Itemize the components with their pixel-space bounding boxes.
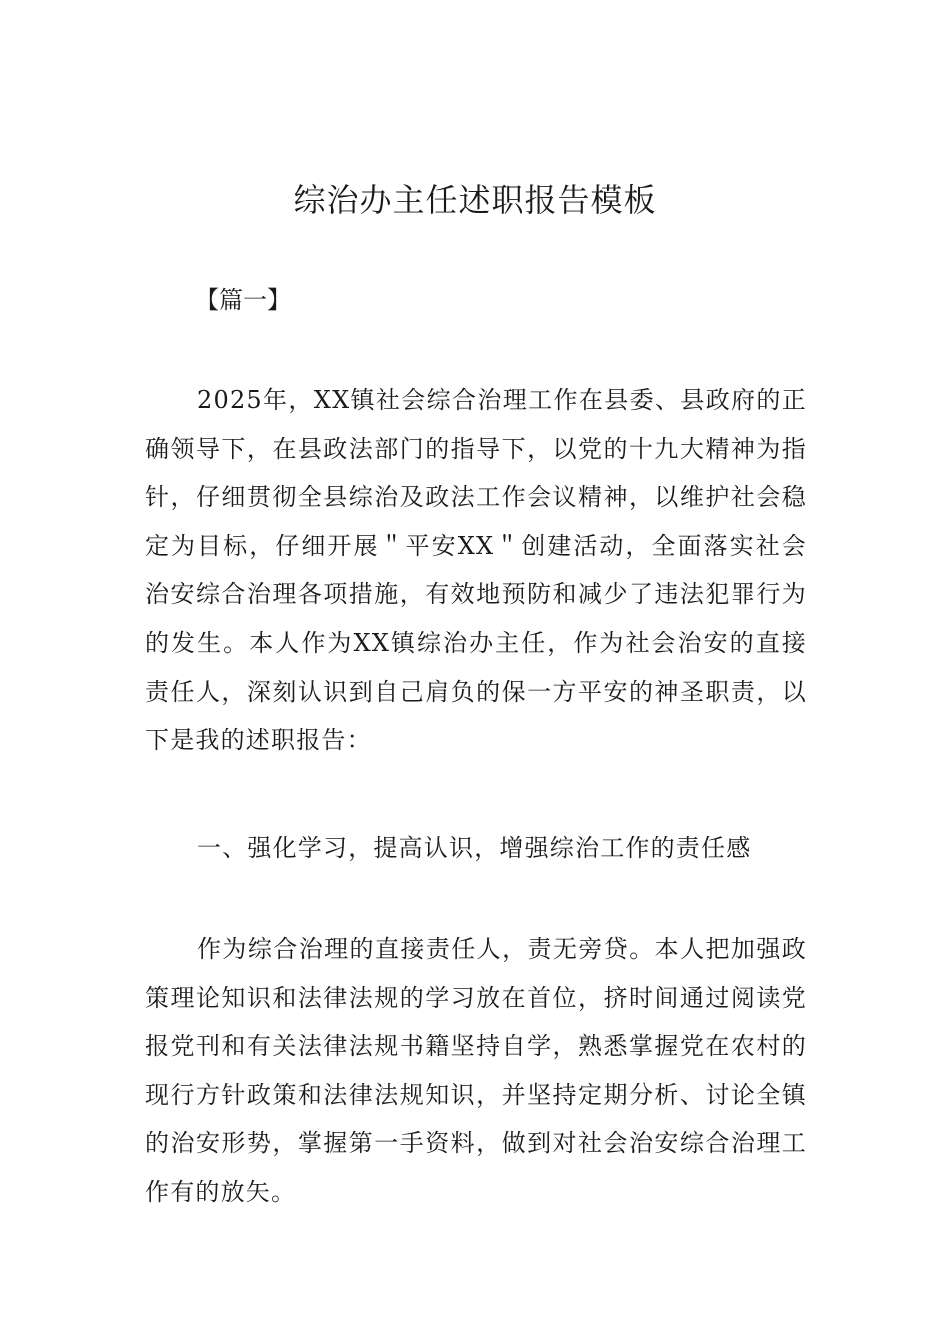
paragraph-study: 作为综合治理的直接责任人，责无旁贷。本人把加强政策理论知识和法律法规的学习放在首位，挤时间通过阅读党报党刊和有关法律法规书籍坚持自学，熟悉掌握党在农村的现行方针政策和法律法规知识，并坚持定期分析、讨论全镇的治安形势，掌握第一手资料，做到对社会治安综合治理工作有的放矢。	[145, 935, 807, 1206]
section-label: 【篇一】	[195, 286, 291, 314]
document-title: 综治办主任述职报告模板	[293, 181, 657, 219]
section-heading-1: 一、强化学习，提高认识，增强综治工作的责任感	[197, 834, 752, 862]
paragraph-intro: 2025年，XX镇社会综合治理工作在县委、县政府的正确领导下，在县政法部门的指导下，以党的十九大精神为指针，仔细贯彻全县综治及政法工作会议精神，以维护社会稳定为目标，仔细开展＂平安XX＂创建活动，全面落实社会治安综合治理各项措施，有效地预防和减少了违法犯罪行为的发生。本人作为XX镇综治办主任，作为社会治安的直接责任人，深刻认识到自己肩负的保一方平安的神圣职责，以下是我的述职报告：	[145, 386, 807, 755]
